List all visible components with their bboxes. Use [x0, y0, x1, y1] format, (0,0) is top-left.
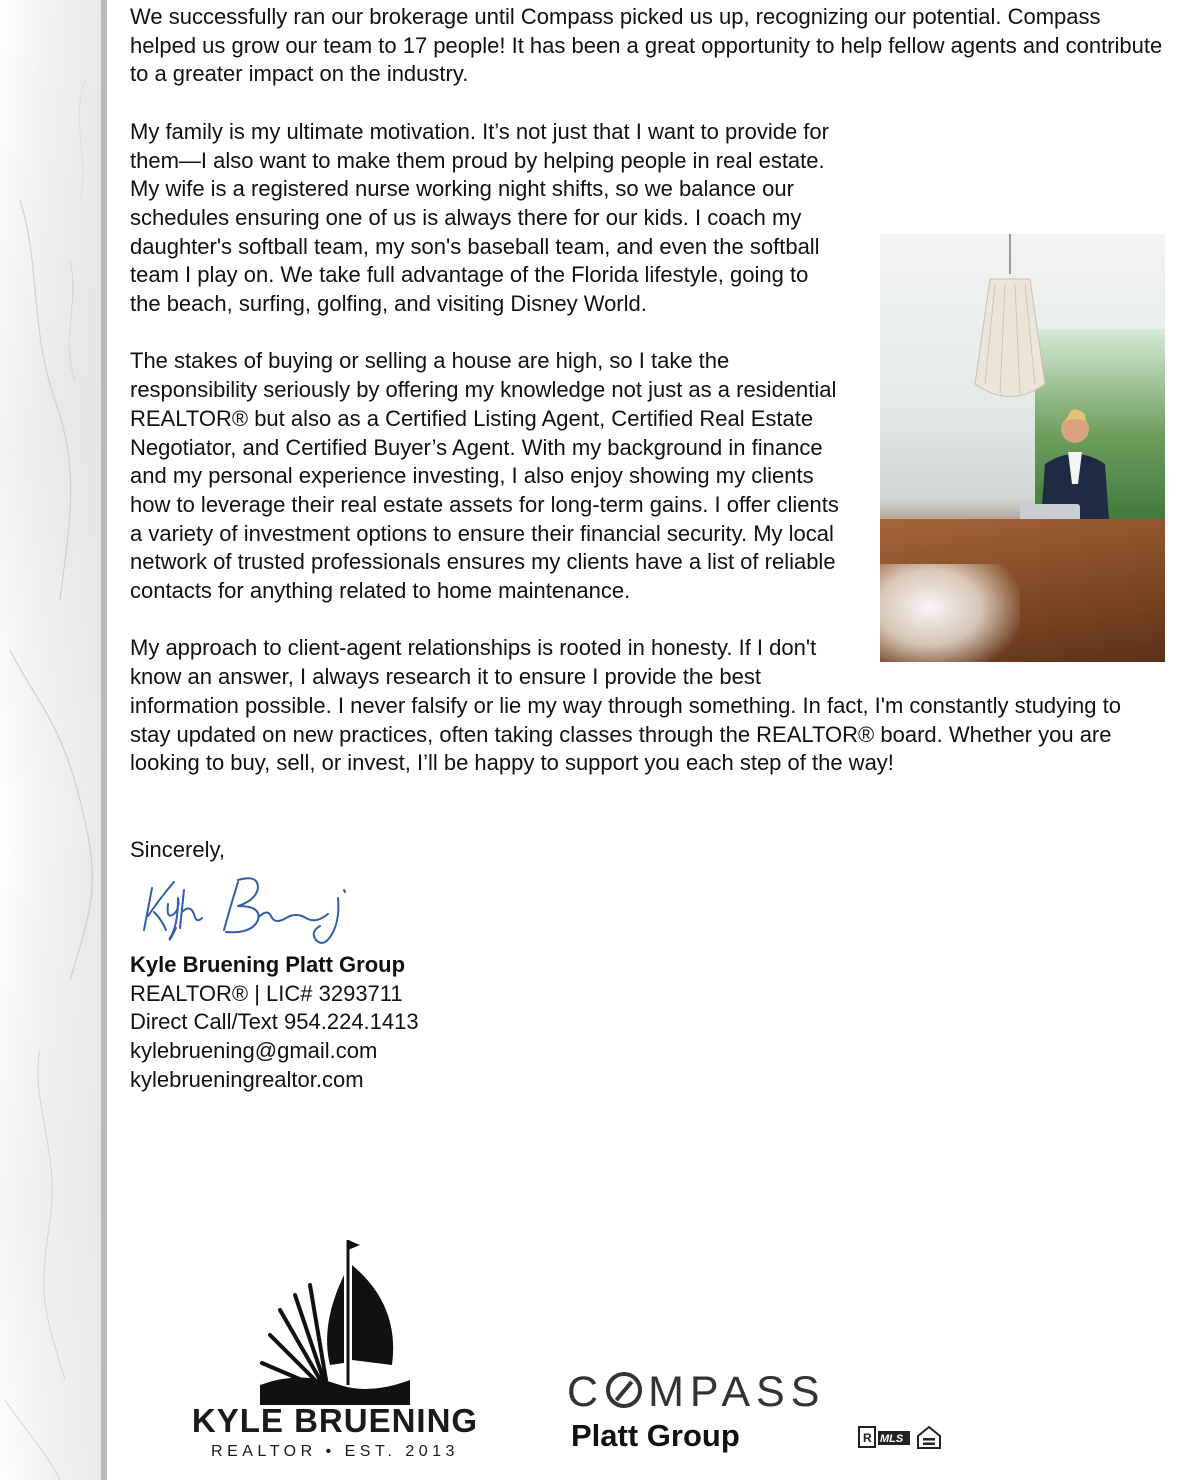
paragraph-family: My family is my ultimate motivation. It’s not just that I want to provide for them—I also want to make them proud by helping people in real estate. My wife is a registered nurse working night shifts, so we balance our schedules ensuring one of us is always there for our kids. I coach my daughter's softball team, my son's baseball team, and even the softball team I play on. We take full advantage of the Florida lifestyle, going to the beach, surfing, golfing, and visiting Disney World.: [130, 118, 829, 317]
chandelier-icon: [950, 234, 1070, 409]
compass-logo-pre: C: [567, 1368, 605, 1416]
realtor-mls-equal-housing-badges: [858, 1424, 948, 1452]
logo-subtitle: REALTOR • EST. 2013: [211, 1443, 459, 1460]
paragraph-intro: We successfully ran our brokerage until Compass picked us up, recognizing our potential. Compass helped us grow our team to 17 people! It has been a great opportunity to help fellow agents and contribute to a greater impact on the industry.: [130, 4, 1163, 87]
compass-logo: [567, 1368, 825, 1417]
compass-logo-post: MPASS: [648, 1368, 826, 1416]
contact-website[interactable]: kylebrueningrealtor.com: [130, 1066, 364, 1092]
marble-veins: [0, 0, 103, 1480]
contact-email[interactable]: kylebruening@gmail.com: [130, 1038, 378, 1064]
contact-name: Kyle Bruening Platt Group: [130, 952, 406, 977]
compass-o-icon: [606, 1372, 642, 1408]
contact-license: REALTOR® | LIC# 3293711: [130, 980, 403, 1006]
paragraph-approach: My approach to client-agent relationships is rooted in honesty. If I don't know an answer, I always research it to ensure I provide the best information possible. I never falsify or lie my way through something. In fact, I'm constantly studying to stay updated on new practices, often taking classes through the REALTOR® board. Whether you are looking to buy, sell, or invest, I’ll be happy to support you each step of the way!: [130, 635, 1121, 776]
closing: Sincerely,: [130, 837, 225, 862]
agent-photo: [880, 234, 1165, 662]
contact-block: [130, 951, 419, 1095]
logo-name: KYLE BRUENING: [191, 1402, 479, 1439]
letter-body: [130, 3, 1165, 807]
mls-badge-text: MLS: [880, 1433, 904, 1445]
kyle-bruening-logo: [175, 1235, 495, 1470]
sailboat-logo-icon: [260, 1235, 420, 1405]
signature-image: [140, 868, 360, 950]
svg-text:R: R: [863, 1431, 872, 1445]
contact-phone: Direct Call/Text 954.224.1413: [130, 1009, 419, 1035]
paragraph-stakes: The stakes of buying or selling a house are high, so I take the responsibility seriously by offering my knowledge not just as a residential REALTOR® but also as a Certified Listing Agent, Certified Real Estate Negotiator, and Certified Buyer’s Agent. With my background in finance and my personal experience investing, I also enjoy showing my clients how to leverage their real estate assets for long-term gains. I offer clients a variety of investment options to ensure their financial security. My local network of trusted professionals ensures my clients have a list of reliable contacts for anything related to home maintenance.: [130, 348, 839, 604]
photo-foreground-flowers: [880, 564, 1020, 662]
marble-side-strip: [0, 0, 103, 1480]
divider-line: [101, 0, 107, 1480]
platt-group-label: Platt Group: [571, 1418, 740, 1453]
